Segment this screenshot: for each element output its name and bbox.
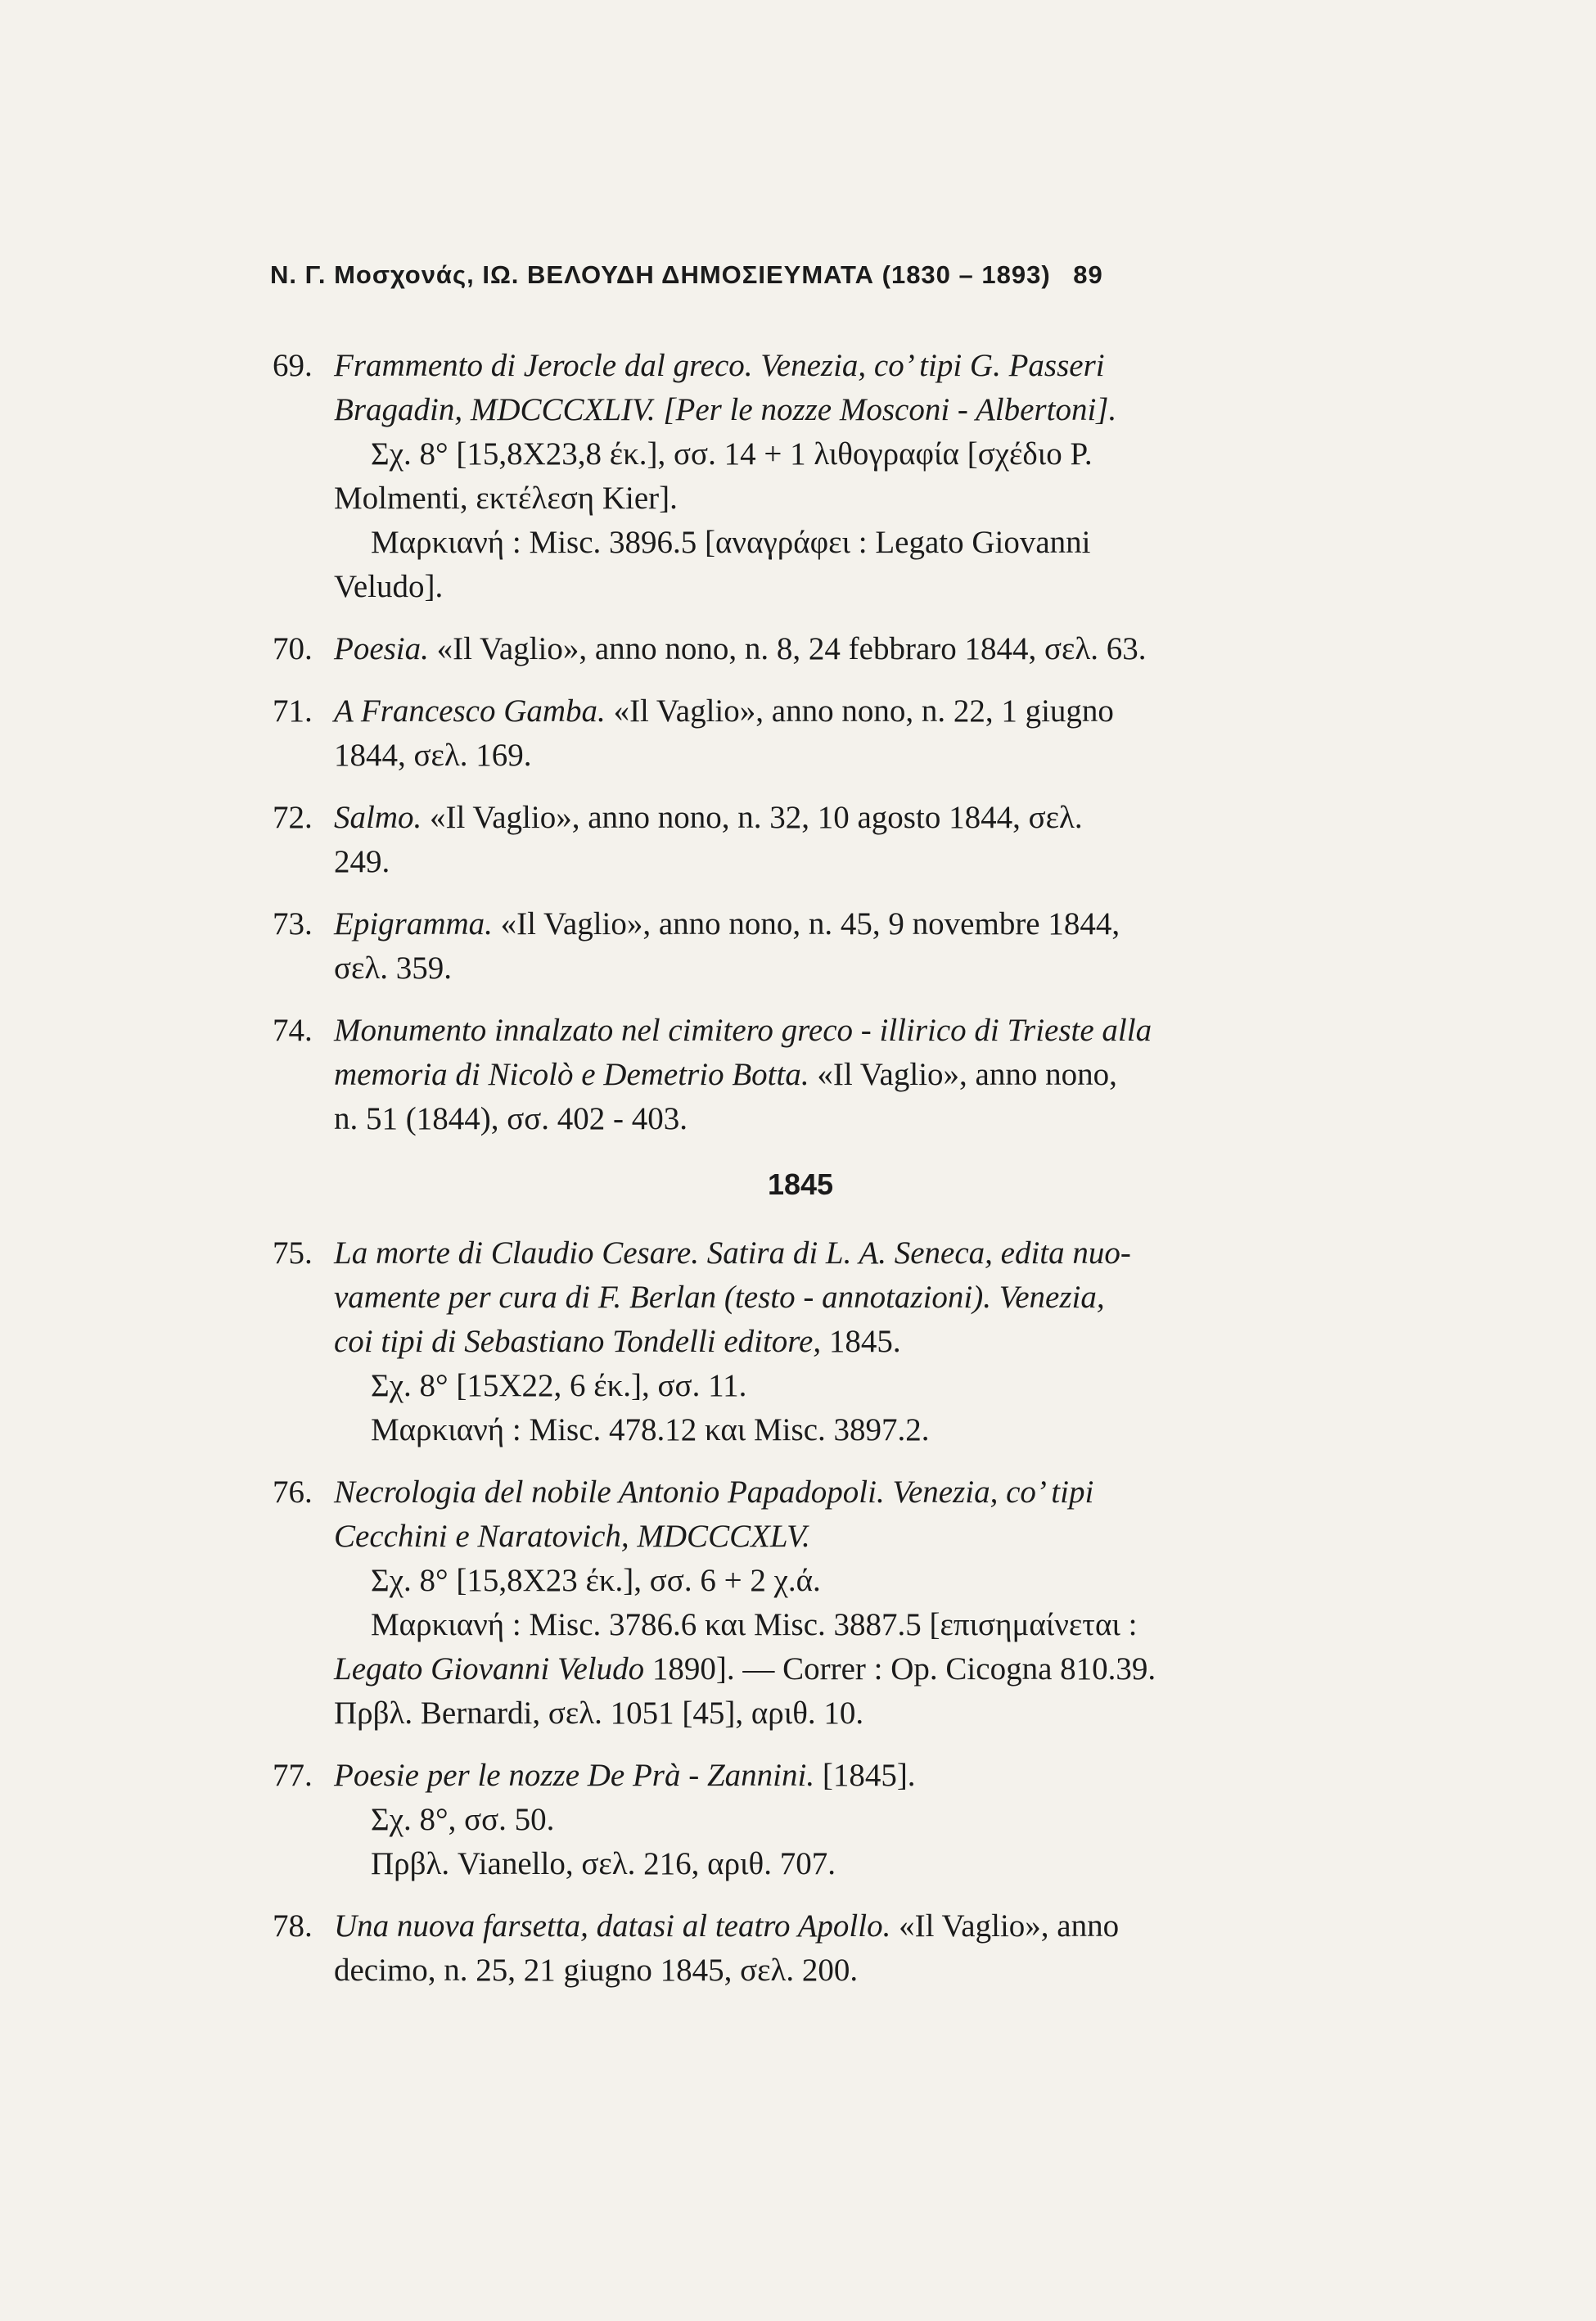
entry-text: σελ. 359.: [334, 951, 453, 986]
bibliography-body: [273, 344, 1328, 2011]
entry-number: 76.: [273, 1474, 313, 1510]
entry-line: [334, 1097, 1328, 1141]
bibliography-entry: [273, 902, 1328, 991]
entry-number: 77.: [273, 1758, 313, 1793]
entry-line: [334, 1948, 1328, 1993]
bibliography-entry: [273, 689, 1328, 778]
bibliography-entry: [273, 1904, 1328, 1993]
bibliography-entry: [273, 1009, 1328, 1141]
entry-title-text: Frammento di Jerocle dal greco. Venezia, co’ tipi G. Passeri: [334, 348, 1105, 383]
entry-text: Σχ. 8°, σσ. 50.: [371, 1802, 555, 1837]
entry-line: [334, 521, 1328, 565]
entry-title-text: vamente per cura di F. Berlan (testo - annotazioni). Venezia,: [334, 1280, 1105, 1315]
entry-title-text: coi tipi di Sebastiano Tondelli editore,: [334, 1324, 822, 1359]
entry-text: 1890]. — Correr : Op. Cicogna 810.39.: [644, 1651, 1156, 1687]
year-heading: 1845: [767, 1167, 834, 1201]
entry-text: «Il Vaglio», anno nono,: [809, 1057, 1117, 1092]
entry-text: decimo, n. 25, 21 giugno 1845, σελ. 200.: [334, 1953, 859, 1988]
entry-line: [334, 1559, 1328, 1603]
entry-text: n. 51 (1844), σσ. 402 - 403.: [334, 1101, 688, 1136]
entry-title-text: memoria di Nicolò e Demetrio Botta.: [334, 1057, 809, 1092]
entry-text: «Il Vaglio», anno nono, n. 32, 10 agosto 1844, σελ.: [422, 800, 1083, 835]
entry-line: [334, 344, 1328, 388]
entry-line: [334, 1470, 1328, 1515]
entries-1844: [273, 344, 1328, 1141]
entry-text: «Il Vaglio», anno nono, n. 22, 1 giugno: [605, 693, 1114, 729]
entry-text: Μαρκιανή : Misc. 3896.5 [αναγράφει : Legato Giovanni: [371, 525, 1091, 560]
entry-text: Σχ. 8° [15Χ22, 6 έκ.], σσ. 11.: [371, 1368, 747, 1403]
bibliography-entry: [273, 627, 1328, 671]
entry-text: Πρβλ. Vianello, σελ. 216, αριθ. 707.: [371, 1846, 836, 1881]
entry-number: 72.: [273, 800, 313, 835]
entry-title-text: Legato Giovanni Veludo: [334, 1651, 645, 1687]
entry-text: 1844, σελ. 169.: [334, 738, 532, 773]
entry-title-text: A Francesco Gamba.: [334, 693, 606, 729]
entry-number: 70.: [273, 631, 313, 666]
entry-text: [1845].: [814, 1758, 916, 1793]
entry-line: [334, 1515, 1328, 1559]
entry-text: Μαρκιανή : Misc. 478.12 και Misc. 3897.2.: [371, 1412, 930, 1447]
entry-title-text: Bragadin, MDCCCXLIV. [Per le nozze Mosconi - Albertoni].: [334, 392, 1117, 427]
entry-line: [334, 1364, 1328, 1408]
entry-line: [334, 1754, 1328, 1798]
entry-text: «Il Vaglio», anno: [890, 1908, 1120, 1944]
entry-title-text: Poesia.: [334, 631, 429, 666]
entry-line: [334, 689, 1328, 734]
entry-title-text: Salmo.: [334, 800, 422, 835]
running-header: [270, 260, 1334, 290]
entry-line: [334, 1842, 1328, 1886]
entry-number: 78.: [273, 1908, 313, 1944]
entry-title-text: Monumento innalzato nel cimitero greco - illirico di Trieste alla: [334, 1013, 1152, 1048]
entry-line: [334, 388, 1328, 432]
entry-text: Molmenti, εκτέλεση Kier].: [334, 481, 678, 516]
bibliography-entry: [273, 796, 1328, 884]
entry-line: [334, 1603, 1328, 1647]
entry-number: 73.: [273, 906, 313, 941]
entry-line: [334, 946, 1328, 991]
entry-number: 75.: [273, 1235, 313, 1271]
running-header-text: Ν. Γ. Μοσχονάς, ΙΩ. ΒΕΛΟΥΔΗ ΔΗΜΟΣΙΕΥΜΑΤΑ (1830 – 1893): [270, 260, 1051, 289]
entry-line: [334, 1276, 1328, 1320]
entry-title-text: Cecchini e Naratovich, MDCCCXLV.: [334, 1519, 810, 1554]
entry-line: [334, 627, 1328, 671]
entry-line: [334, 476, 1328, 521]
entry-text: Πρβλ. Bernardi, σελ. 1051 [45], αριθ. 10.: [334, 1696, 864, 1731]
entry-line: [334, 1320, 1328, 1364]
entry-line: [334, 1798, 1328, 1842]
entry-line: [334, 1904, 1328, 1948]
page-number: 89: [1073, 260, 1103, 289]
entry-text: «Il Vaglio», anno nono, n. 8, 24 febbraro 1844, σελ. 63.: [428, 631, 1147, 666]
entry-title-text: La morte di Claudio Cesare. Satira di L. A. Seneca, edita nuo-: [334, 1235, 1131, 1271]
bibliography-entry: [273, 1754, 1328, 1886]
entry-text: 1845.: [821, 1324, 901, 1359]
entry-line: [334, 565, 1328, 609]
entries-1845: [273, 1231, 1328, 1993]
entry-title-text: Una nuova farsetta, datasi al teatro Apollo.: [334, 1908, 891, 1944]
entry-number: 69.: [273, 348, 313, 383]
entry-line: [334, 796, 1328, 840]
entry-line: [334, 432, 1328, 476]
entry-title-text: Necrologia del nobile Antonio Papadopoli. Venezia, co’ tipi: [334, 1474, 1094, 1510]
bibliography-entry: [273, 344, 1328, 609]
entry-title-text: Poesie per le nozze De Prà - Zannini.: [334, 1758, 815, 1793]
entry-line: [334, 840, 1328, 884]
entry-line: [334, 734, 1328, 778]
entry-line: [334, 902, 1328, 946]
entry-text: «Il Vaglio», anno nono, n. 45, 9 novembre 1844,: [492, 906, 1120, 941]
entry-text: Μαρκιανή : Misc. 3786.6 και Misc. 3887.5 [επισημαίνεται :: [371, 1607, 1138, 1642]
entry-number: 71.: [273, 693, 313, 729]
entry-text: Σχ. 8° [15,8Χ23 έκ.], σσ. 6 + 2 χ.ά.: [371, 1563, 821, 1598]
entry-text: Σχ. 8° [15,8Χ23,8 έκ.], σσ. 14 + 1 λιθογραφία [σχέδιο P.: [371, 436, 1093, 472]
entry-number: 74.: [273, 1013, 313, 1048]
entry-text: 249.: [334, 844, 390, 879]
entry-line: [334, 1691, 1328, 1736]
entry-title-text: Epigramma.: [334, 906, 493, 941]
entry-line: [334, 1231, 1328, 1276]
bibliography-entry: [273, 1231, 1328, 1452]
entry-text: Veludo].: [334, 569, 444, 604]
bibliography-entry: [273, 1470, 1328, 1736]
entry-line: [334, 1408, 1328, 1452]
entry-line: [334, 1647, 1328, 1691]
entry-line: [334, 1009, 1328, 1053]
entry-line: [334, 1053, 1328, 1097]
